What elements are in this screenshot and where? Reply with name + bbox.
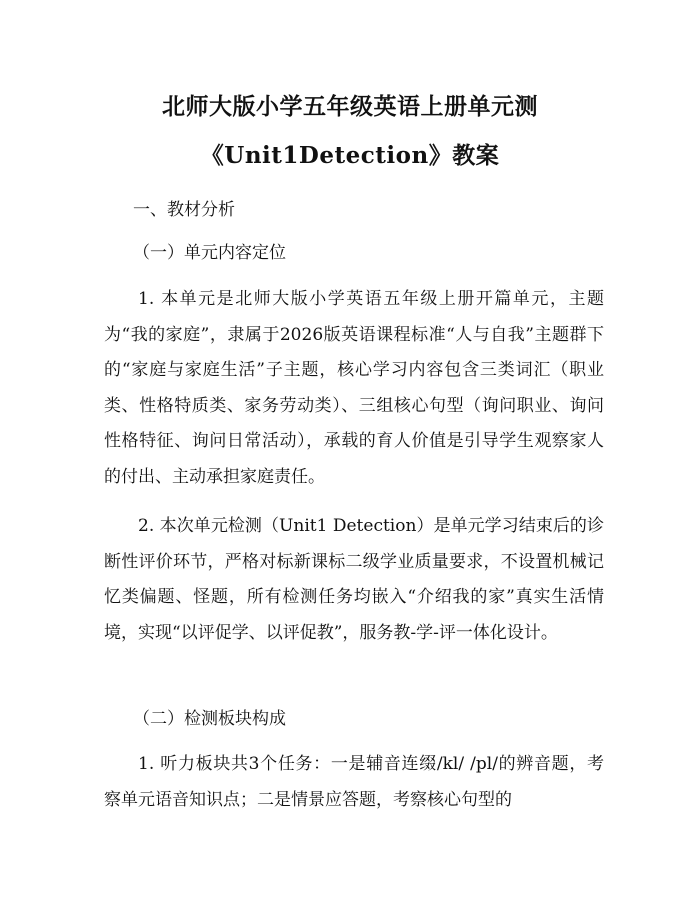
- paragraph-detection-overview: 2. 本次单元检测（Unit1 Detection）是单元学习结束后的诊断性评价环节，严格对标新课标二级学业质量要求，不设置机械记忆类偏题、怪题，所有检测任务均嵌入“介绍我的家”真实生活情境，实现“以评促学、以评促教”，服务教-学-评一体化设计。: [104, 516, 604, 643]
- document-title-line-2: 《Unit1Detection》教案: [200, 142, 500, 169]
- section-heading-teaching-material-analysis: 一、教材分析: [133, 200, 235, 220]
- subsection-heading-detection-module-composition: （二）检测板块构成: [133, 709, 286, 729]
- document-title-line-1: 北师大版小学五年级英语上册单元测: [162, 93, 538, 120]
- subsection-heading-unit-content-positioning: （一）单元内容定位: [133, 243, 286, 263]
- paragraph-unit-overview: 1. 本单元是北师大版小学英语五年级上册开篇单元，主题为“我的家庭”，隶属于2026版英语课程标准“人与自我”主题群下的“家庭与家庭生活”子主题，核心学习内容包含三类词汇（职业类、性格特质类、家务劳动类）、三组核心句型（询问职业、询问性格特征、询问日常活动），承载的育人价值是引导学生观察家人的付出、主动承担家庭责任。: [104, 289, 604, 487]
- paragraph-listening-module: 1. 听力板块共3个任务：一是辅音连缀/kl/ /pl/的辨音题，考察单元语音知识点；二是情景应答题，考察核心句型的: [104, 754, 604, 810]
